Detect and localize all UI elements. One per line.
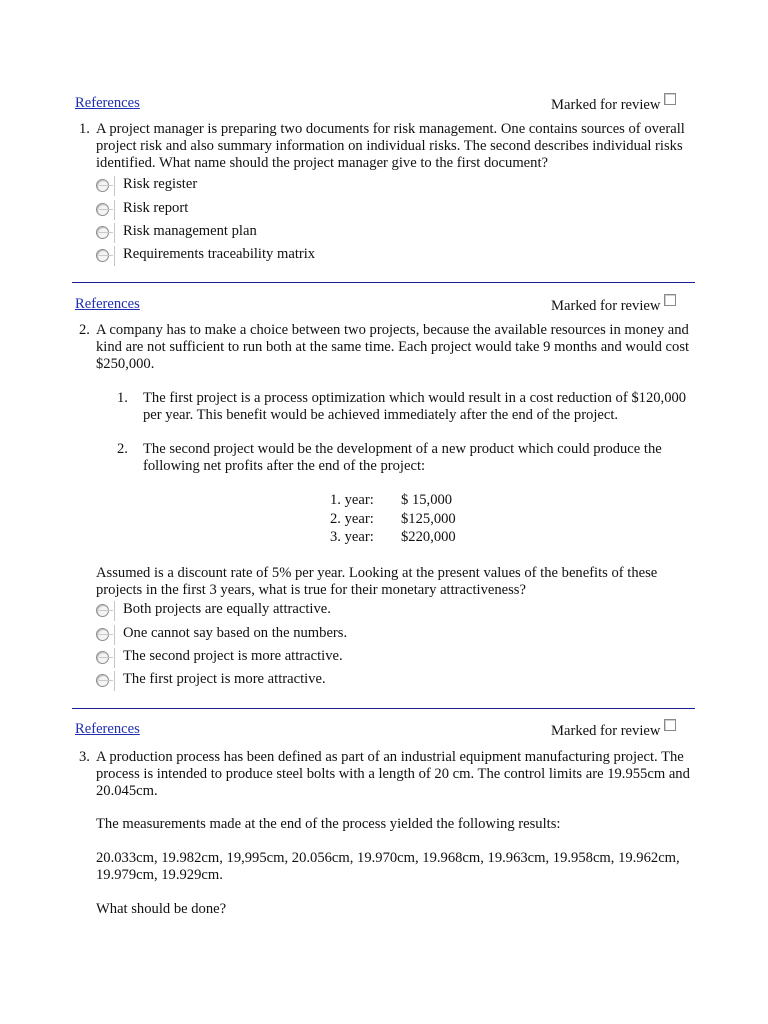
marked-for-review-label: Marked for review <box>551 723 661 739</box>
sub-item-text: The first project is a process optimization which would result in a cost reduction of $120,000 per year. This benefit would be achieved immediately after the end of the project. <box>143 390 687 423</box>
question-prompt: Assumed is a discount rate of 5% per year. Looking at the present values of the benefits of these projects in the first 3 years, what is true for their monetary attractiveness? <box>96 565 658 598</box>
profit-year-value: $ 15,000 <box>401 492 453 508</box>
question-prompt: What should be done? <box>96 901 227 917</box>
answer-option-label: One cannot say based on the numbers. <box>114 625 347 645</box>
question-text: A company has to make a choice between two projects, because the available resources in money and kind are not sufficient to run both at the same time. Each project would take 9 months and would cost $250,000. <box>96 322 690 372</box>
marked-for-review-label: Marked for review <box>551 298 661 314</box>
radio-button[interactable] <box>96 226 109 239</box>
question-number: 1. <box>79 121 90 137</box>
answer-option-label: Requirements traceability matrix <box>114 246 315 266</box>
profit-year-value: $220,000 <box>401 529 456 545</box>
radio-button[interactable] <box>96 203 109 216</box>
measurements-intro: The measurements made at the end of the process yielded the following results: <box>96 816 561 832</box>
radio-button[interactable] <box>96 604 109 617</box>
marked-for-review-q1 <box>551 97 676 114</box>
answer-option-label: The first project is more attractive. <box>114 671 326 691</box>
answer-option-label: Risk management plan <box>114 223 257 243</box>
radio-button[interactable] <box>96 674 109 687</box>
review-checkbox-q1[interactable] <box>664 93 676 105</box>
radio-button[interactable] <box>96 179 109 192</box>
sub-item-number: 2. <box>117 441 128 457</box>
question-text: A production process has been defined as part of an industrial equipment manufacturing project. The process is intended to produce steel bolts with a length of 20 cm. The control limits are 19.955cm and 20.045cm. <box>96 749 690 799</box>
question-divider <box>72 708 695 709</box>
question-number: 3. <box>79 749 90 765</box>
measurements-list: 20.033cm, 19.982cm, 19,995cm, 20.056cm, 19.970cm, 19.968cm, 19.963cm, 19.958cm, 19.962cm, 19.979cm, 19.929cm. <box>96 850 680 883</box>
profit-year-label: 1. year: <box>330 492 374 508</box>
marked-for-review-label: Marked for review <box>551 97 661 113</box>
radio-button[interactable] <box>96 249 109 262</box>
answer-option-label: Risk report <box>114 200 188 220</box>
answer-option-label: The second project is more attractive. <box>114 648 343 668</box>
marked-for-review-q2 <box>551 298 676 315</box>
profit-year-label: 2. year: <box>330 511 374 527</box>
question-text: A project manager is preparing two documents for risk management. One contains sources of overall project risk and also summary information on individual risks. The second describes individual risks identified. What name should the project manager give to the first document? <box>96 121 685 171</box>
question-number: 2. <box>79 322 90 338</box>
marked-for-review-q3 <box>551 723 676 740</box>
radio-button[interactable] <box>96 628 109 641</box>
question-divider <box>72 282 695 283</box>
radio-button[interactable] <box>96 651 109 664</box>
profit-year-label: 3. year: <box>330 529 374 545</box>
review-checkbox-q2[interactable] <box>664 294 676 306</box>
references-link-q1[interactable]: References <box>75 95 140 111</box>
answer-option-label: Risk register <box>114 176 197 196</box>
references-link-q3[interactable]: References <box>75 721 140 737</box>
references-link-q2[interactable]: References <box>75 296 140 312</box>
sub-item-number: 1. <box>117 390 128 406</box>
profit-year-value: $125,000 <box>401 511 456 527</box>
review-checkbox-q3[interactable] <box>664 719 676 731</box>
answer-option-label: Both projects are equally attractive. <box>114 601 331 621</box>
sub-item-text: The second project would be the development of a new product which could produce the following net profits after the end of the project: <box>143 441 662 474</box>
